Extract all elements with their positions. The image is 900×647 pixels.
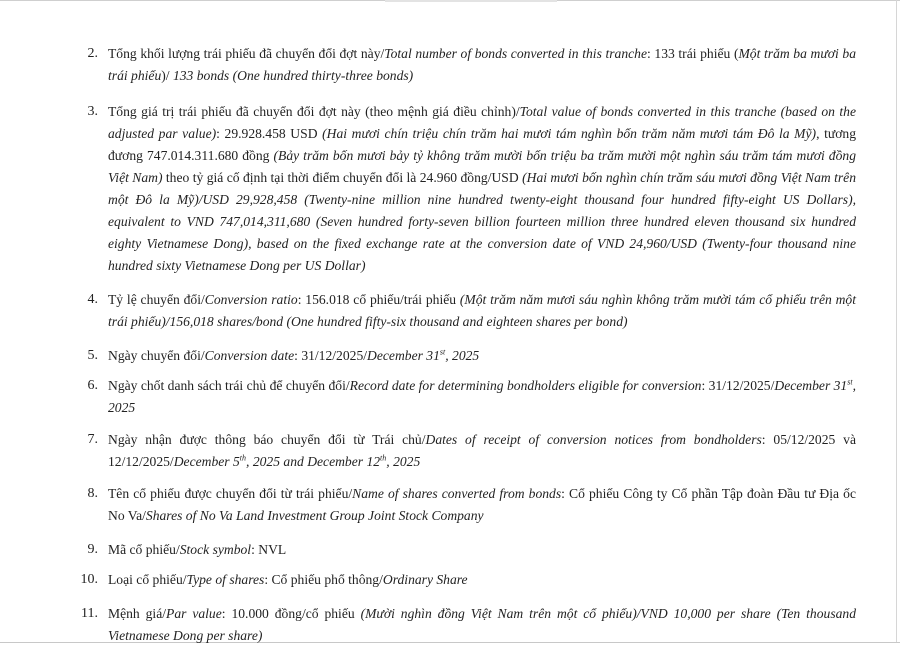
vietnamese-text: : NVL — [251, 542, 287, 557]
list-item-number: 9. — [87, 542, 98, 557]
list-item-text — [108, 539, 856, 561]
list-item-number: 5. — [87, 348, 98, 363]
vietnamese-text: : 31/12/2025/ — [701, 378, 775, 393]
english-text: December 31 — [774, 378, 848, 393]
ordinal-suffix: st — [439, 347, 446, 357]
ordinal-suffix: th — [239, 453, 247, 463]
vietnamese-text: : Cổ phiếu phổ thông/ — [264, 572, 383, 587]
list-item-text — [108, 289, 856, 333]
page-top-tab — [385, 0, 557, 2]
english-text: Dates of receipt of conversion notices from bondholders — [425, 432, 762, 447]
english-text: Name of shares converted from bonds — [352, 486, 562, 501]
list-item-number: 7. — [87, 432, 98, 447]
vietnamese-text: Loại cổ phiếu/ — [108, 572, 187, 587]
english-text: Par value — [166, 606, 222, 621]
list-item-text — [108, 483, 856, 527]
vietnamese-text: Tỷ lệ chuyển đổi/ — [108, 292, 205, 307]
english-text: Record date for determining bondholders eligible for conversion — [349, 378, 702, 393]
ordinal-suffix: th — [380, 453, 387, 463]
vietnamese-text: Ngày chuyển đổi/ — [108, 348, 205, 363]
page-right-border — [896, 0, 897, 643]
vietnamese-text: )/ — [161, 68, 173, 83]
english-text: , 2025 — [386, 454, 421, 469]
vietnamese-text: : 133 trái phiếu ( — [647, 46, 739, 61]
vietnamese-text: : 31/12/2025/ — [294, 348, 368, 363]
english-text: (Hai mươi bốn nghìn chín trăm sáu mươi đồng Việt Nam trên một Đô la Mỹ)/USD 29,928,458 (Twenty-nine million nine hundred twenty-eight thousand four hundred fifty-eight US Dollars), equivalent to VND 747,014,311,680 (Seven hundred forty-seven billion fourteen million three hundred eleven thousand six hundred eighty Vietnamese Dong), based on the fixed exchange rate at the conversion date of VND 24,960/USD (Twenty-four thousand nine hundred sixty Vietnamese Dong per US Dollar) — [108, 170, 856, 273]
english-text: (Một trăm năm mươi sáu nghìn không trăm mười tám cổ phiếu trên một trái phiếu)/156,018 shares/bond (One hundred fifty-six thousand and eighteen shares per bond) — [108, 292, 856, 329]
list-item-text — [108, 101, 856, 277]
english-text: Shares of No Va Land Investment Group Joint Stock Company — [145, 508, 484, 523]
english-text: Conversion date — [204, 348, 295, 363]
english-text: Total value of bonds converted in this tranche (based on the adjusted par value) — [108, 104, 856, 141]
english-text: Một trăm ba mươi ba trái phiếu — [108, 46, 856, 83]
english-text: (Bảy trăm bốn mươi bảy tỷ không trăm mười bốn triệu ba trăm mười một nghìn sáu trăm tám mươi đồng Việt Nam) — [108, 148, 856, 185]
list-item-text — [108, 429, 856, 473]
list-item-number: 3. — [87, 104, 98, 119]
english-text: Total number of bonds converted in this tranche — [384, 46, 647, 61]
english-text: December 31 — [367, 348, 440, 363]
english-text: , 2025 — [445, 348, 480, 363]
vietnamese-text: : 29.928.458 USD — [216, 126, 323, 141]
ordinal-suffix: st — [847, 377, 853, 387]
list-item-number: 10. — [80, 572, 98, 587]
vietnamese-text: , tương đương 747.014.311.680 đồng — [108, 126, 856, 163]
vietnamese-text: Mệnh giá/ — [108, 606, 167, 621]
english-text: (Hai mươi chín triệu chín trăm hai mươi tám nghìn bốn trăm năm mươi tám Đô la Mỹ) — [322, 126, 817, 141]
vietnamese-text: Tên cổ phiếu được chuyển đổi từ trái phiếu/ — [108, 486, 353, 501]
english-text: December 5 — [173, 454, 240, 469]
vietnamese-text: : Cổ phiếu Công ty Cổ phần Tập đoàn Đầu tư Địa ốc No Va/ — [108, 486, 856, 523]
list-item-number: 2. — [87, 46, 98, 61]
english-text: , 2025 — [108, 378, 856, 415]
list-item-text — [108, 375, 856, 419]
vietnamese-text: Tổng giá trị trái phiếu đã chuyển đổi đợt này (theo mệnh giá điều chỉnh)/ — [108, 104, 520, 119]
vietnamese-text: Tổng khối lượng trái phiếu đã chuyển đổi đợt này/ — [108, 46, 385, 61]
english-text: Conversion ratio — [204, 292, 298, 307]
list-item-number: 6. — [87, 378, 98, 393]
english-text: Type of shares — [186, 572, 265, 587]
vietnamese-text: Ngày chốt danh sách trái chủ để chuyển đổi/ — [108, 378, 350, 393]
vietnamese-text: Ngày nhận được thông báo chuyển đổi từ Trái chủ/ — [108, 432, 426, 447]
vietnamese-text: theo tỷ giá cố định tại thời điểm chuyển đổi là 24.960 đồng/USD — [162, 170, 523, 185]
list-item-text — [108, 43, 856, 87]
vietnamese-text: : 05/12/2025 và 12/12/2025/ — [108, 432, 856, 469]
list-item-text — [108, 603, 856, 647]
vietnamese-text: : 156.018 cổ phiếu/trái phiếu — [297, 292, 460, 307]
list-item-number: 4. — [87, 292, 98, 307]
english-text: 133 bonds (One hundred thirty-three bonds) — [172, 68, 414, 83]
vietnamese-text: Mã cổ phiếu/ — [108, 542, 180, 557]
vietnamese-text: : 10.000 đồng/cổ phiếu — [221, 606, 361, 621]
list-item-number: 8. — [87, 486, 98, 501]
list-item-number: 11. — [81, 606, 98, 621]
list-item-text — [108, 345, 856, 367]
english-text: , 2025 and December 12 — [246, 454, 381, 469]
english-text: (Mười nghìn đồng Việt Nam trên một cổ phiếu)/VND 10,000 per share (Ten thousand Vietnamese Dong per share) — [108, 606, 856, 643]
english-text: Stock symbol — [179, 542, 252, 557]
english-text: Ordinary Share — [382, 572, 468, 587]
list-item-text — [108, 569, 856, 591]
